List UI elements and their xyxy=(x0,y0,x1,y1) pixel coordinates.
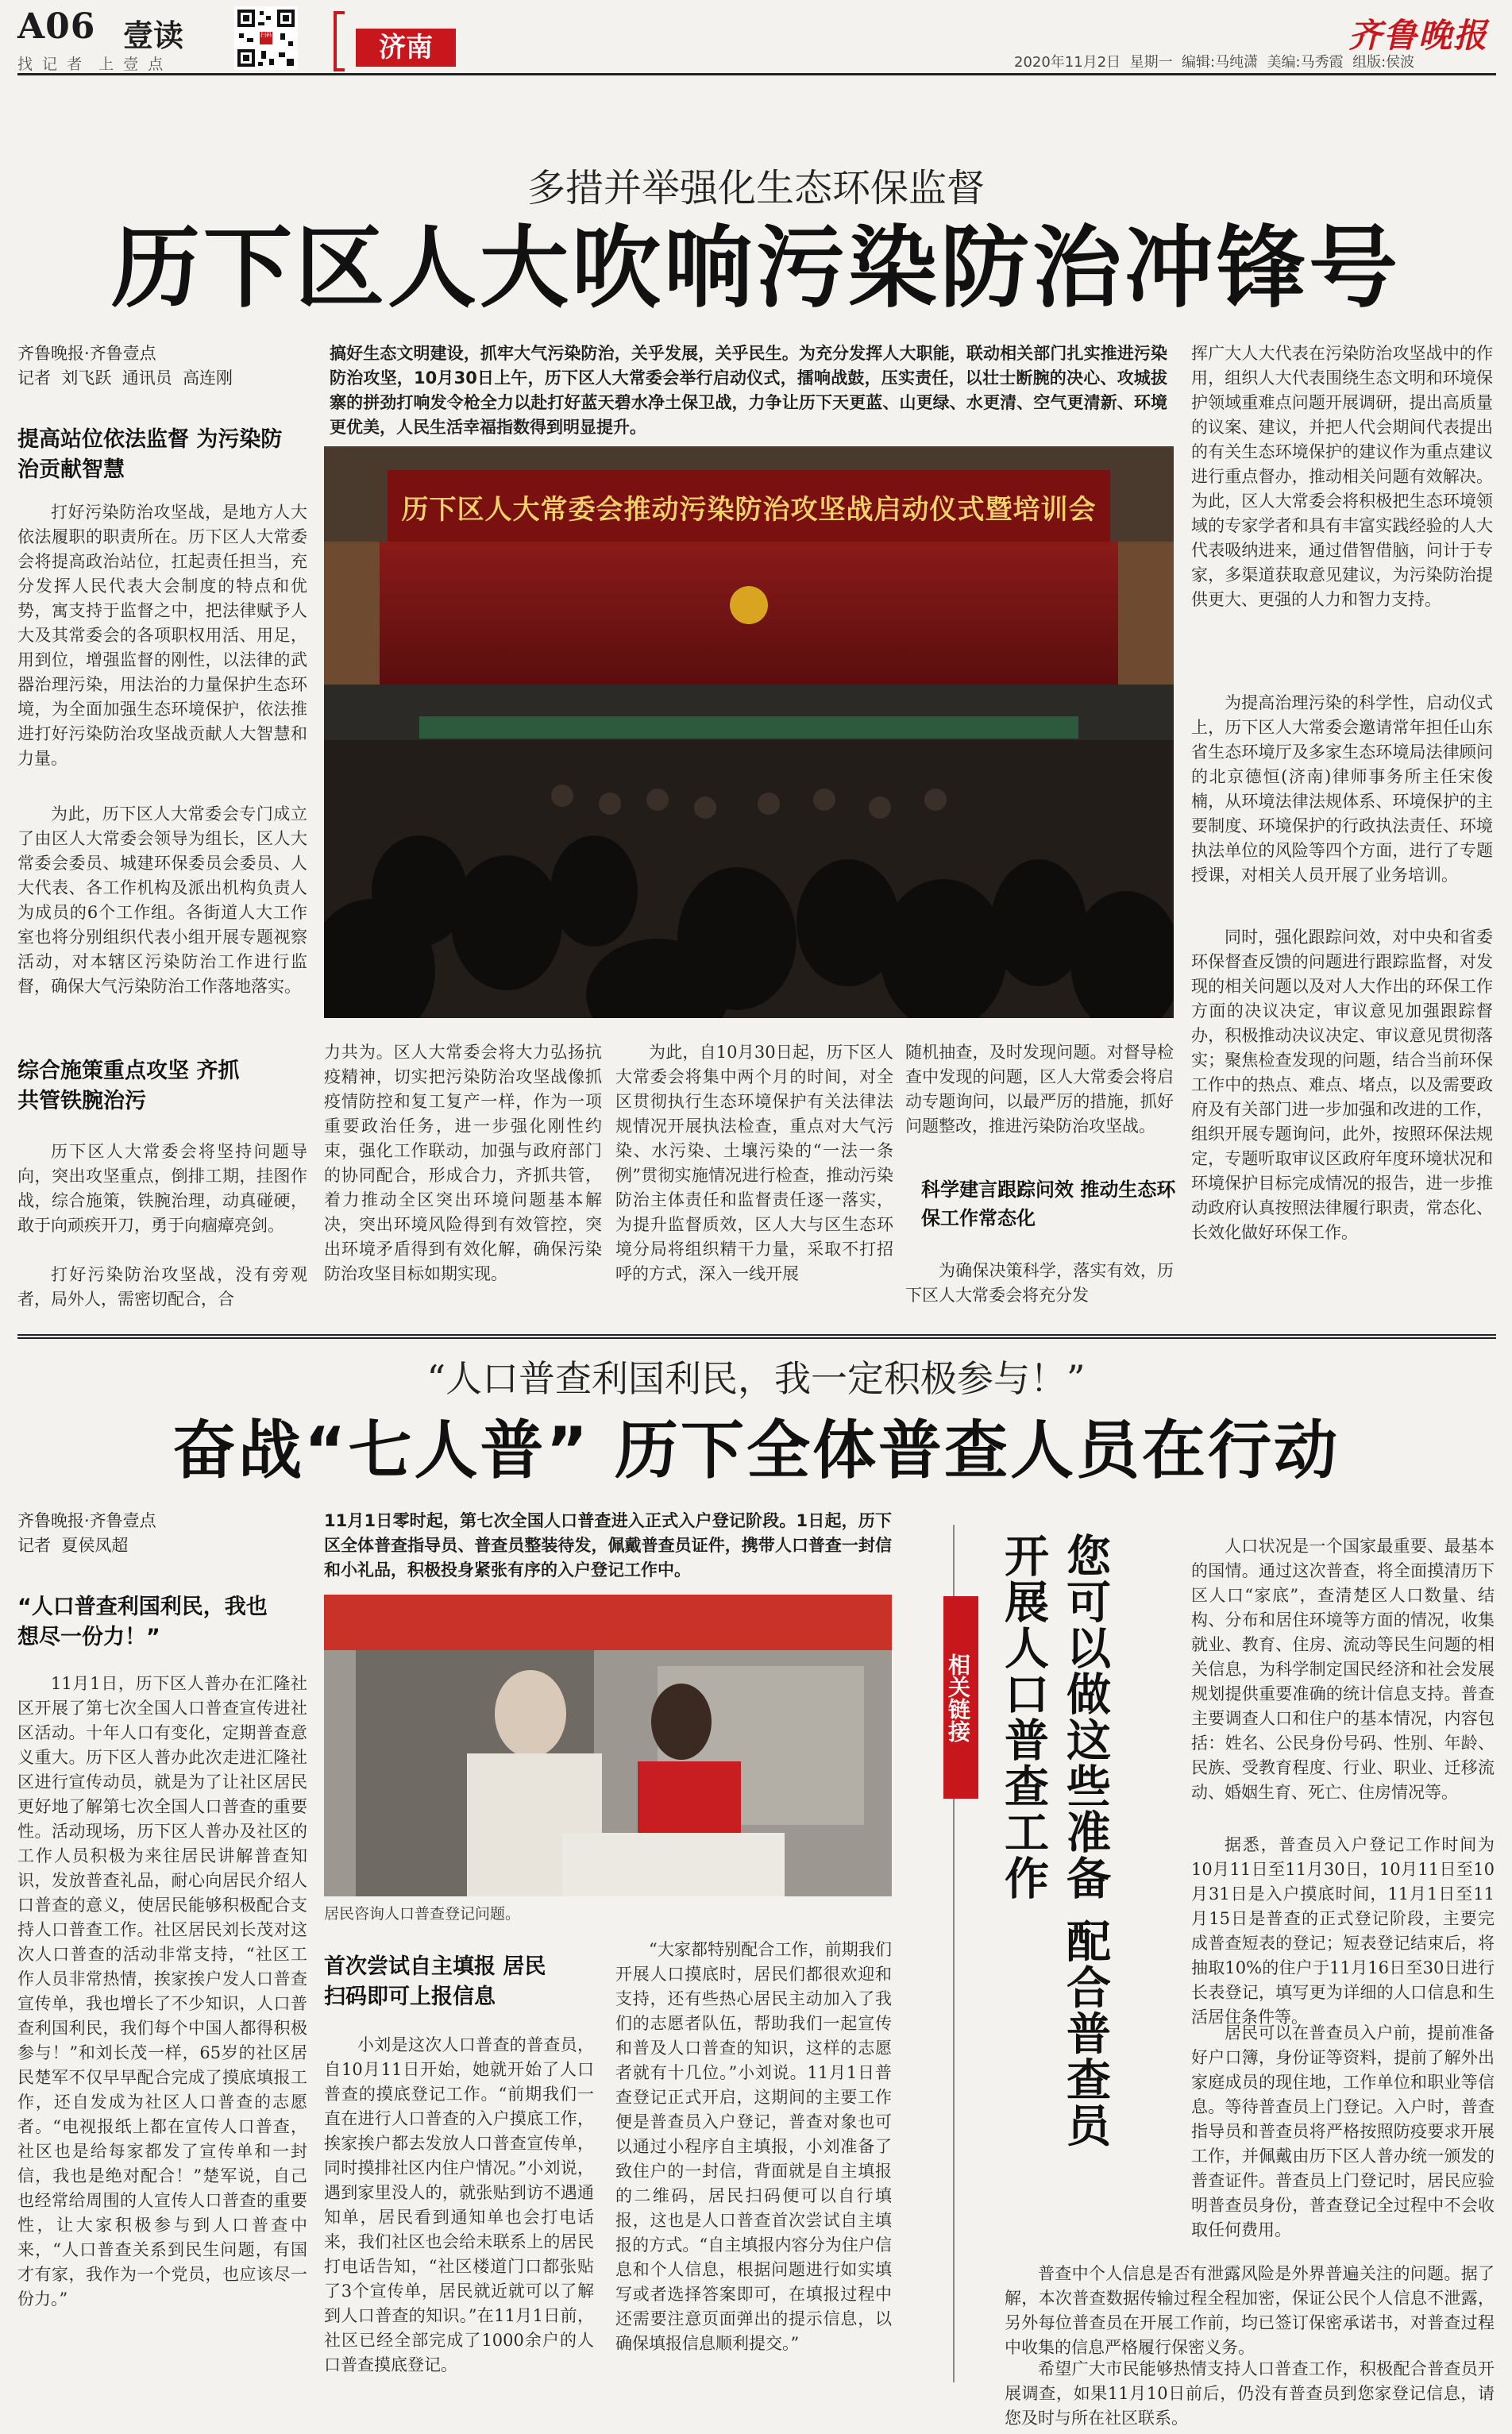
story1-col1b: 为此，历下区人大常委会专门成立了由区人大常委会领导为组长，区人大常委会委员、城建环保委员会委员、人大代表、各工作机构及派出机构负责人为成员的6个工作组。各街道人大工作室也将分别组织代表小组开展专题视察活动，对本辖区污染防治工作进行监督，确保大气污染防治工作落地落实。 xyxy=(17,804,307,996)
story1-byline-source: 齐鲁晚报·齐鲁壹点 xyxy=(17,344,156,363)
section-name: 壹读 xyxy=(123,17,184,53)
date-line: 2020年11月2日 星期一 编辑:马纯潇 美编:马秀霞 组版:侯波 xyxy=(1014,54,1415,71)
sidebar-p4: 普查中个人信息是否有泄露风险是外界普遍关注的问题。据了解，本次普查数据传输过程全程加密，保证公民个人信息不泄露，另外每位普查员在开展工作前，均已签订保密承诺书，对普查过程中收集的信息严格履行保密义务。 xyxy=(1005,2264,1495,2357)
story1-sub2: 综合施策重点攻坚 齐抓共管铁腕治污 xyxy=(17,1059,240,1113)
story1-col1a: 打好污染防治攻坚战，是地方人大依法履职的职责所在。历下区人大常委会将提高政治站位，扛起责任担当，充分发挥人民代表大会制度的特点和优势，寓支持于监督之中，把法律赋予人大及其常委会的各项职权用活、用足，用到位，增强监督的刚性，以法律的武器治理污染，用法治的力量保护生态环境，为全面加强生态环境保护，依法推进打好污染防治攻坚战贡献人大智慧和力量。 xyxy=(17,503,307,768)
related-links-tag-text: 相关链接 xyxy=(945,1653,971,1742)
newspaper-brand: 齐鲁晚报 xyxy=(1348,16,1489,55)
census-photo xyxy=(324,1595,892,1896)
conference-banner: 历下区人大常委会推动污染防治攻坚战启动仪式暨培训会 xyxy=(401,494,1097,526)
sidebar-p1: 人口状况是一个国家最重要、最基本的国情。通过这次普查，将全面摸清历下区人口“家底”，查清楚区人口数量、结构、分布和居住环境等方面的情况，收集就业、教育、住房、流动等民生问题的相关信息，为科学制定国民经济和社会发展规划提供重要准确的统计信息支持。普查主要调查人口和住户的基本情况，内容包括：姓名、公民身份号码、性别、年龄、民族、受教育程度、行业、职业、迁移流动、婚姻生育、死亡、住房情况等。 xyxy=(1191,1537,1495,1802)
story2-sub: 首次尝试自主填报 居民扫码即可上报信息 xyxy=(324,1954,546,2009)
sidebar-p3: 居民可以在普查员入户前，提前准备好户口簿，身份证等资料，提前了解外出家庭成员的现住地，工作单位和职业等信息。等待普查员上门登记。入户时，普查指导员和普查员将严格按照防疫要求开展工作，并佩戴由历下区人普办统一颁发的普查证件。普查员上门登记时，居民应验明普查员身份，普查登记全过程中不会收取任何费用。 xyxy=(1191,2023,1495,2239)
story2-colB: 小刘是这次人口普查的普查员，自10月11日开始，她就开始了人口普查的摸底登记工作。“前期我们一直在进行人口普查的入户摸底工作，挨家挨户都去发放人口普查宣传单，同时摸排社区内住户情况。”小刘说，遇到家里没人的，就张贴到访不遇通知单，居民看到通知单也会打电话来，我们社区也会给未联系上的居民打电话告知，“社区楼道门口都张贴了3个宣传单，居民就近就可以了解到人口普查的知识。”在11月1日前，社区已经全部完成了1000余户的人口普查摸底登记。 xyxy=(324,2035,594,2374)
sidebar-p2: 据悉，普查员入户登记工作时间为10月11日至11月30日，10月11日至10月31日是入户摸底时间，11月1日至11月15日是普查的正式登记阶段，主要完成普查短表的登记；短表登记结束后，将抽取10%的住户于11月16日至30日进行长表登记，填写更为详细的人口信息和生活居住条件等。 xyxy=(1191,1835,1495,2027)
story2-kicker: “人口普查利国利民，我一定积极参与！” xyxy=(426,1357,1086,1400)
story2-byline-reporter: 记者 夏侯凤超 xyxy=(17,1536,129,1555)
story1-kicker: 多措并举强化生态环保监督 xyxy=(526,166,985,210)
story1-col5b: 为提高治理污染的科学性，启动仪式上，历下区人大常委会邀请常年担任山东省生态环境厅及多家生态环境局法律顾问的北京德恒(济南)律师事务所主任宋俊楠，从环境法律法规体系、环境保护的主要制度、环境保护的行政执法责任、环境执法单位的风险等四个方面，进行了专题授课，对相关人员开展了业务培训。 xyxy=(1191,693,1493,885)
story2-colA: 11月1日，历下区人普办在汇隆社区开展了第七次全国人口普查宣传进社区活动。十年人口有变化，定期普查意义重大。历下区人普办此次走进汇隆社区进行宣传动员，就是为了让社区居民更好地了解第七次全国人口普查的重要性。活动现场，历下区人普办及社区的工作人员积极为来往居民讲解普查知识，发放普查礼品，耐心向居民介绍人口普查的意义，使居民能够积极配合支持人口普查工作。社区居民刘长茂对这次人口普查的活动非常支持，“社区工作人员非常热情，挨家挨户发人口普查宣传单，我也增长了不少知识，人口普查利国利民，我们每个中国人都得积极参与！”和刘长茂一样，65岁的社区居民楚军不仅早早配合完成了摸底填报工作，还自发成为社区人口普查的志愿者。“电视报纸上都在宣传人口普查，社区也是给每家都发了宣传单和一封信，我也是绝对配合！”楚军说，自己也经常给周围的人宣传人口普查的重要性，让大家积极参与到人口普查中来，“人口普查关系到民生问题，有国才有家，我作为一个党员，也应该尽一份力。” xyxy=(17,1674,307,2309)
story1-headline: 历下区人大吹响污染防治冲锋号 xyxy=(111,217,1401,320)
section-divider xyxy=(17,1334,1496,1339)
story2-lead: 11月1日零时起，第七次全国人口普查进入正式入户登记阶段。1日起，历下区全体普查指导员、普查员整装待发，佩戴普查员证件，携带人口普查一封信和小礼品，积极投身紧张有序的入户登记工作中。 xyxy=(324,1511,892,1580)
city-tab[interactable]: 济南 xyxy=(356,29,456,67)
story2-byline-source: 齐鲁晚报·齐鲁壹点 xyxy=(17,1511,156,1530)
story1-col1c: 历下区人大常委会将坚持问题导向，突出攻坚重点，倒排工期，挂图作战，综合施策，铁腕治理，动真碰硬，敢于向顽疾开刀，勇于向痼瘴亮剑。 xyxy=(17,1142,307,1235)
story2-colC: “大家都特别配合工作，前期我们开展人口摸底时，居民们都很欢迎和支持，还有些热心居民主动加入了我们的志愿者队伍，帮助我们一起宣传和普及人口普查的知识，这样的志愿者就有十几位。”小刘说。11月1日普查登记正式开启，这期间的主要工作便是普查员入户登记，普查对象也可以通过小程序自主填报，小刘准备了致住户的一封信，背面就是自主填报的二维码，居民扫码便可以自行填报，这也是人口普查首次尝试自主填报的方式。“自主填报内容分为住户信息和个人信息，根据问题进行如实填写或者选择答案即可，在填报过程中还需要注意页面弹出的提示信息，以确保填报信息顺利提交。” xyxy=(615,1940,892,2353)
story2-headline: 奋战“七人普” 历下全体普查人员在行动 xyxy=(172,1414,1340,1487)
story1-byline-reporters: 记者 刘飞跃 通讯员 高连刚 xyxy=(17,368,233,388)
story1-sub3: 科学建言跟踪问效 推动生态环保工作常态化 xyxy=(921,1178,1176,1229)
census-photo-caption: 居民咨询人口普查登记问题。 xyxy=(324,1905,521,1923)
page-number: A06 xyxy=(17,6,96,47)
story1-col3: 为此，自10月30日起，历下区人大常委会将集中两个月的时间，对全区贯彻执行生态环境保护有关法律法规情况开展执法检查，重点对大气污染、水污染、土壤污染的“一法一条例”贯彻实施情况进行检查，推动污染防治主体责任和监督责任逐一落实，为提升监督质效，区人大与区生态环境分局将组织精干力量，采取不打招呼的方式，深入一线开展 xyxy=(615,1043,893,1283)
qr-label: 扫码 xyxy=(260,32,272,38)
sidebar-p5: 希望广大市民能够热情支持人口普查工作，积极配合普查员开展调查，如果11月10日前后，仍没有普查员到您家登记信息，请您及时与所在社区联系。 xyxy=(1005,2359,1495,2428)
sidebar-title: 您可以做这些准备 配合普查员开展人口普查工作 xyxy=(997,1533,1112,2149)
story2-quote-sub: “人口普查利国利民，我也想尽一份力！” xyxy=(17,1595,268,1649)
story1-lead: 搞好生态文明建设，抓牢大气污染防治，关乎发展，关乎民生。为充分发挥人大职能，联动相关部门扎实推进污染防治攻坚，10月30日上午，历下区人大常委会举行启动仪式，擂响战鼓，压实责任，以壮士断腕的决心、攻城拔寨的拼劲打响发令枪全力以赴打好蓝天碧水净土保卫战，力争让历下天更蓝、山更绿、水更清、空气更清新、环境更优美，人民生活幸福指数得到明显提升。 xyxy=(330,344,1167,437)
qr-code[interactable] xyxy=(234,6,298,70)
story1-sub1: 提高站位依法监督 为污染防治贡献智慧 xyxy=(17,427,283,482)
story1-col4a: 随机抽查，及时发现问题。对督导检查中发现的问题，区人大常委会将启动专题询问，以最严厉的措施，抓好问题整改，推进污染防治攻坚战。 xyxy=(905,1043,1174,1136)
story1-col1d: 打好污染防治攻坚战，没有旁观者，局外人，需密切配合，合 xyxy=(17,1265,307,1309)
masthead-slogan: 找 记 者 上 壹 点 xyxy=(17,56,166,73)
story1-col4b: 为确保决策科学，落实有效，历下区人大常委会将充分发 xyxy=(905,1261,1174,1305)
masthead-rule xyxy=(17,73,1496,75)
city-tab-bracket xyxy=(334,11,345,71)
story1-col5c: 同时，强化跟踪问效，对中央和省委环保督查反馈的问题进行跟踪监督，对发现的相关问题以及对人大作出的环保工作方面的决议决定，审议意见加强跟踪督办，积极推动决议决定、审议意见贯彻落实；聚焦检查发现的问题，结合当前环保工作中的热点、难点、堵点，以及需要政府及有关部门进一步加强和改进的工作，组织开展专题询问，此外，按照环保法规定，专题听取审议区政府年度环境状况和环境保护目标完成情况的报告，进一步推动政府认真按照法律履行职责，常态化、长效化做好环保工作。 xyxy=(1191,928,1493,1242)
story1-col5a: 挥广大人大代表在污染防治攻坚战中的作用，组织人大代表围绕生态文明和环境保护领域重难点问题开展调研，提出高质量的议案、建议，并把人代会期间代表提出的有关生态环境保护的建议作为重点建议进行重点督办，推动相关问题有效解决。为此，区人大常委会将积极把生态环境领域的专家学者和具有丰富实践经验的人大代表吸纳进来，通过借智借脑，问计于专家，多渠道获取意见建议，为污染防治提供更大、更强的人力和智力支持。 xyxy=(1191,344,1493,609)
conference-photo xyxy=(324,446,1174,1018)
story1-col2: 力共为。区人大常委会将大力弘扬抗疫精神，切实把污染防治攻坚战像抓疫情防控和复工复产一样，作为一项重要政治任务，进一步强化刚性约束，强化工作联动，加强与政府部门的协同配合，形成合力，齐抓共管，着力推动全区突出环境问题基本解决，突出环境风险得到有效管控，突出环境矛盾得到有效化解，确保污染防治攻坚目标如期实现。 xyxy=(324,1043,602,1283)
